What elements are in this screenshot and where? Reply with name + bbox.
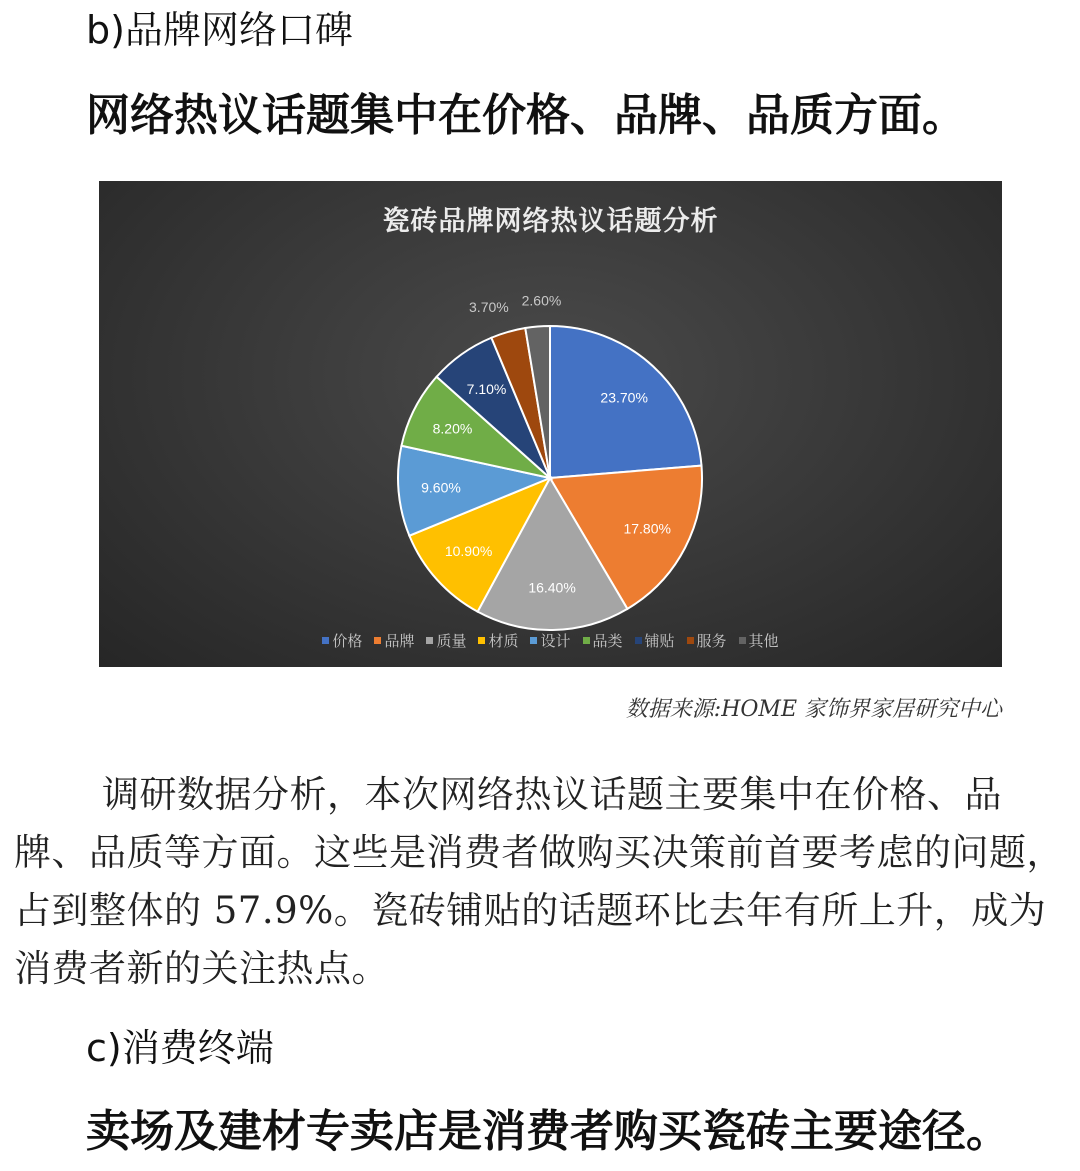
legend-item-品类	[583, 630, 623, 651]
legend-swatch	[374, 637, 381, 644]
legend-label: 材质	[488, 632, 519, 650]
pie-chart	[99, 181, 1002, 667]
legend-item-服务	[687, 630, 727, 651]
section-c-heading: c)消费终端	[86, 1026, 274, 1070]
legend-swatch	[426, 637, 433, 644]
section-b-lead: 网络热议话题集中在价格、品牌、品质方面。	[86, 90, 966, 141]
pie-label-质量: 16.40%	[528, 579, 576, 596]
legend-item-设计	[530, 630, 570, 651]
legend-swatch	[635, 637, 642, 644]
legend-label: 品类	[592, 632, 623, 650]
pie-label-铺贴: 7.10%	[466, 380, 507, 397]
legend-label: 品牌	[384, 632, 415, 650]
legend-item-其他	[739, 630, 779, 651]
legend-swatch	[583, 637, 590, 644]
pie-label-品类: 8.20%	[432, 420, 473, 437]
pie-label-服务: 3.70%	[469, 298, 509, 315]
data-source-note: 数据来源:HOME 家饰界家居研究中心	[625, 697, 1002, 722]
chart-legend	[99, 630, 1002, 651]
pie-label-其他: 2.60%	[521, 292, 562, 309]
legend-label: 铺贴	[644, 632, 675, 650]
legend-item-材质	[478, 630, 518, 651]
legend-swatch	[322, 637, 329, 644]
legend-swatch	[530, 637, 537, 644]
legend-item-铺贴	[635, 630, 675, 651]
legend-label: 其他	[748, 632, 779, 650]
legend-label: 服务	[696, 632, 727, 650]
pie-label-价格: 23.70%	[600, 389, 648, 406]
pie-label-材质: 10.90%	[444, 543, 493, 560]
legend-item-品牌	[374, 630, 414, 651]
legend-label: 价格	[332, 632, 363, 650]
legend-swatch	[687, 637, 694, 644]
pie-chart-svg	[99, 181, 1002, 667]
legend-item-价格	[322, 630, 362, 651]
legend-swatch	[739, 637, 746, 644]
legend-swatch	[478, 637, 485, 644]
legend-item-质量	[426, 630, 466, 651]
section-c-lead: 卖场及建材专卖店是消费者购买瓷砖主要途径。	[86, 1106, 1010, 1157]
pie-label-品牌: 17.80%	[623, 520, 671, 537]
legend-label: 设计	[540, 632, 571, 650]
section-b-heading: b)品牌网络口碑	[86, 8, 353, 52]
pie-label-设计: 9.60%	[421, 479, 461, 496]
chart-title: 瓷砖品牌网络热议话题分析	[382, 206, 719, 237]
body-paragraph: 调研数据分析，本次网络热议话题主要集中在价格、品牌、品质等方面。这些是消费者做购买决策前首要考虑的问题，占到整体的 57.9%。瓷砖铺贴的话题环比去年有所上升，成为消费者新的关注热点。	[14, 773, 1064, 990]
legend-label: 质量	[436, 632, 467, 650]
